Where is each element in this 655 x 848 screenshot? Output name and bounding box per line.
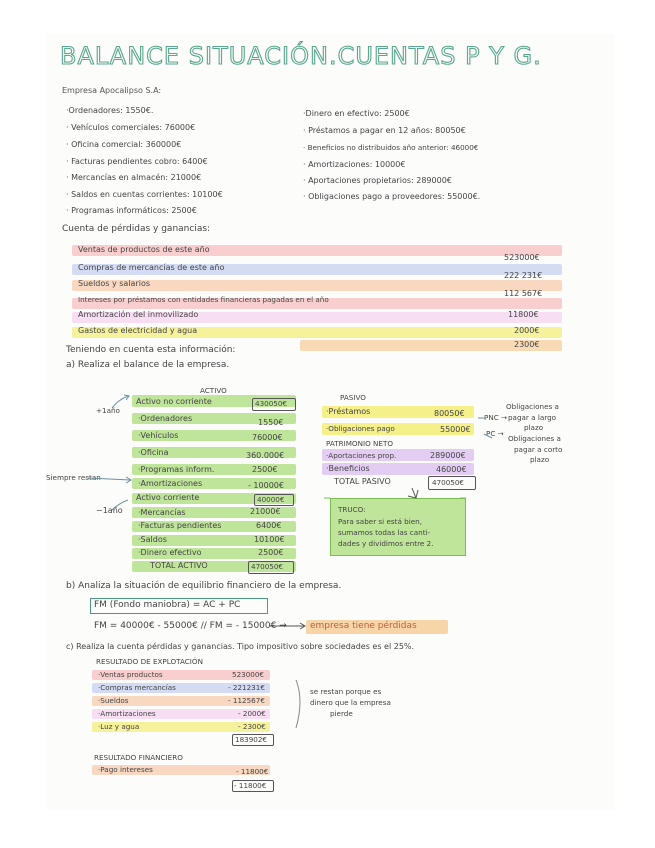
company-name: Empresa Apocalipso S.A:: [62, 86, 162, 95]
note-pc: PC →: [486, 429, 504, 438]
list-item: ·Ordenadores: 1550€.: [66, 106, 154, 115]
pasivo-value: 55000€: [440, 425, 471, 434]
pn-header: PATRIMONIO NETO: [326, 439, 393, 448]
activo-item: ·Vehículos: [138, 431, 179, 440]
explotacion-item: ·Luz y agua: [98, 722, 140, 731]
activo-c-label: Activo corriente: [136, 493, 200, 502]
intro-text: Teniendo en cuenta esta información:: [66, 345, 236, 355]
explotacion-item: ·Sueldos: [98, 696, 129, 705]
note-minus-one-year: −1año: [96, 506, 123, 515]
explotacion-value: - 2000€: [238, 709, 266, 718]
fm-formula: FM (Fondo maniobra) = AC + PC: [94, 600, 241, 610]
explotacion-note: pierde: [330, 709, 353, 718]
arrow-icon: [408, 488, 418, 498]
question-b: b) Analiza la situación de equilibrio financiero de la empresa.: [66, 581, 342, 591]
pyg-value: 112 567€: [504, 289, 543, 298]
note-obl-corto: pagar a corto: [514, 445, 563, 454]
note-pnc: PNC →: [484, 413, 508, 422]
list-item: · Amortizaciones: 10000€: [303, 160, 406, 169]
list-item: · Préstamos a pagar en 12 años: 80050€: [303, 126, 466, 135]
list-item: · Mercancías en almacén: 21000€: [66, 173, 202, 182]
pasivo-value: 80050€: [434, 409, 465, 418]
explotacion-note: dinero que la empresa: [310, 698, 391, 707]
arrow-icon: [112, 500, 128, 510]
activo-item: ·Dinero efectivo: [138, 548, 202, 557]
activo-value: - 10000€: [248, 481, 284, 490]
explotacion-total: 183902€: [235, 735, 268, 744]
pn-item: ·Beneficios: [326, 464, 370, 473]
pyg-label: Ventas de productos de este año: [78, 245, 210, 254]
activo-value: 2500€: [252, 465, 278, 474]
activo-value: 10100€: [254, 535, 285, 544]
activo-c-total: 40000€: [257, 495, 285, 504]
list-item: · Obligaciones pago a proveedores: 55000€.: [303, 192, 481, 201]
truco-line: dades y dividimos entre 2.: [338, 539, 434, 548]
pyg-label: Intereses por préstamos con entidades financieras pagadas en el año: [78, 295, 329, 304]
pyg-heading: Cuenta de pérdidas y ganancias:: [62, 224, 211, 234]
page-title: BALANCE SITUACIÓN.CUENTAS P Y G.: [60, 42, 542, 70]
note-obl-corto: Obligaciones a: [508, 434, 561, 443]
activo-item: ·Facturas pendientes: [138, 521, 222, 530]
activo-nc-label: Activo no corriente: [136, 397, 212, 406]
activo-item: ·Ordenadores: [138, 414, 193, 423]
pasivo-total-label: TOTAL PASIVO: [334, 477, 391, 486]
explotacion-header: RESULTADO DE EXPLOTACIÓN: [96, 657, 203, 666]
activo-value: 6400€: [256, 521, 282, 530]
list-item: · Oficina comercial: 360000€: [66, 140, 182, 149]
financiero-value: - 11800€: [236, 767, 269, 776]
pn-value: 289000€: [430, 451, 466, 460]
note-obl-largo: plazo: [524, 423, 544, 432]
list-item: · Beneficios no distribuidos año anterior: 46000€: [303, 143, 479, 152]
fm-result: empresa tiene pérdidas: [310, 621, 417, 631]
pyg-value: 11800€: [508, 310, 539, 319]
explotacion-value: - 2300€: [238, 722, 266, 731]
list-item: · Saldos en cuentas corrientes: 10100€: [66, 190, 223, 199]
list-item: · Facturas pendientes cobro: 6400€: [66, 157, 208, 166]
pyg-label: Sueldos y salarios: [78, 279, 151, 288]
activo-value: 1550€: [258, 418, 284, 427]
pasivo-item: ·Préstamos: [326, 407, 371, 416]
list-item: · Aportaciones propietarios: 289000€: [303, 176, 452, 185]
fm-calc: FM = 40000€ - 55000€ // FM = - 15000€ →: [94, 621, 287, 631]
activo-item: ·Amortizaciones: [138, 479, 203, 488]
truco-line: Para saber si está bien,: [338, 517, 422, 526]
arrow-icon: [88, 478, 130, 480]
activo-item: ·Saldos: [138, 535, 167, 544]
arrow-icon: [484, 434, 492, 438]
bracket-icon: [296, 680, 300, 728]
pn-item: ·Aportaciones prop.: [326, 451, 397, 460]
financiero-item: ·Pago intereses: [98, 765, 153, 774]
note-plus-one-year: +1año: [96, 406, 120, 415]
pyg-label: Amortización del inmovilizado: [78, 310, 199, 319]
truco-line: sumamos todas las canti-: [338, 528, 431, 537]
list-item: · Programas informáticos: 2500€: [66, 206, 197, 215]
note-obl-largo: Obligaciones a: [506, 402, 559, 411]
note-obl-largo: pagar a largo: [508, 413, 557, 422]
explotacion-item: ·Compras mercancías: [98, 683, 176, 692]
explotacion-value: - 112567€: [228, 696, 265, 705]
activo-item: ·Oficina: [138, 448, 169, 457]
note-obl-corto: plazo: [530, 455, 550, 464]
arrow-icon: [112, 396, 128, 408]
activo-value: 76000€: [252, 433, 283, 442]
pyg-label: Gastos de electricidad y agua: [78, 326, 198, 335]
explotacion-value: 523000€: [232, 670, 265, 679]
explotacion-value: - 221231€: [228, 683, 265, 692]
activo-value: 2500€: [258, 548, 284, 557]
pasivo-total: 470050€: [432, 478, 465, 487]
pyg-value: 2000€: [514, 326, 540, 335]
question-a: a) Realiza el balance de la empresa.: [66, 360, 230, 370]
pyg-value: 2300€: [514, 340, 540, 349]
pyg-label: Compras de mercancías de este año: [78, 263, 225, 272]
pn-value: 46000€: [436, 465, 467, 474]
financiero-total: - 11800€: [234, 781, 267, 790]
activo-item: ·Programas inform.: [138, 465, 215, 474]
pasivo-item: ·Obligaciones pago: [326, 424, 395, 433]
explotacion-note: se restan porque es: [310, 687, 382, 696]
explotacion-item: ·Amortizaciones: [98, 709, 156, 718]
explotacion-item: ·Ventas productos: [98, 670, 163, 679]
activo-value: 360.000€: [246, 451, 285, 460]
activo-total-label: TOTAL ACTIVO: [150, 561, 208, 570]
truco-title: TRUCO:: [338, 505, 366, 514]
note-siempre-restan: Siempre restan: [46, 473, 101, 482]
financiero-header: RESULTADO FINANCIERO: [94, 753, 183, 762]
question-c: c) Realiza la cuenta pérdidas y ganancias. Tipo impositivo sobre sociedades es el 25%.: [66, 642, 415, 651]
list-item: · Vehículos comerciales: 76000€: [66, 123, 196, 132]
pyg-value: 222 231€: [504, 271, 543, 280]
pasivo-header: PASIVO: [340, 393, 366, 402]
activo-header: ACTIVO: [200, 386, 227, 395]
pyg-value: 523000€: [504, 253, 540, 262]
list-item: ·Dinero en efectivo: 2500€: [303, 109, 410, 118]
activo-item: ·Mercancías: [138, 508, 186, 517]
activo-total: 470050€: [251, 562, 284, 571]
activo-nc-total: 430050€: [255, 399, 288, 408]
activo-value: 21000€: [250, 507, 281, 516]
